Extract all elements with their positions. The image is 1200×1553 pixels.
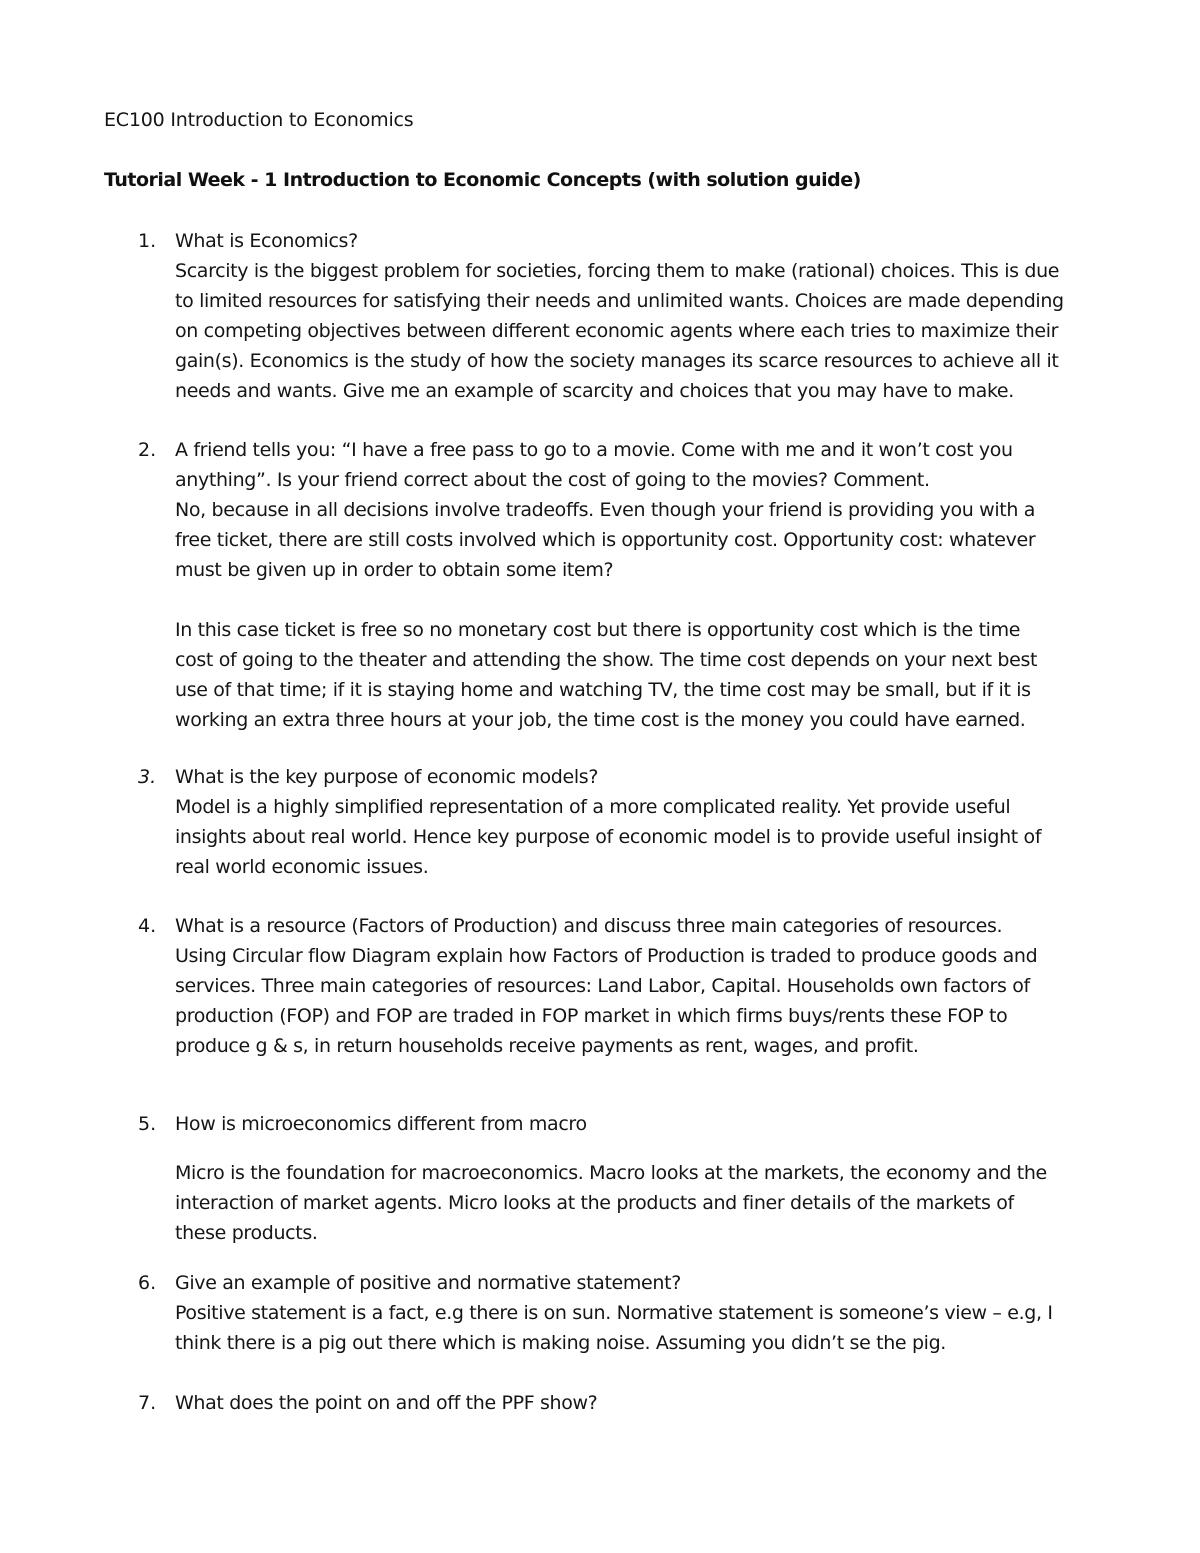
answer-line: on competing objectives between different economic agents where each tries to maximize their xyxy=(175,320,1059,342)
answer-line: these products. xyxy=(175,1222,318,1244)
item-body xyxy=(175,1109,1100,1248)
item-number: 5. xyxy=(138,1113,157,1135)
item-number: 6. xyxy=(138,1272,157,1294)
item-number: 2. xyxy=(138,439,157,461)
question-text: What does the point on and off the PPF show? xyxy=(175,1392,598,1414)
answer-line: produce g & s, in return households receive payments as rent, wages, and profit. xyxy=(175,1035,919,1057)
answer-line: interaction of market agents. Micro looks at the products and finer details of the markets of xyxy=(175,1192,1014,1214)
answer-line: production (FOP) and FOP are traded in FOP market in which firms buys/rents these FOP to xyxy=(175,1005,1008,1027)
answer-line: No, because in all decisions involve tradeoffs. Even though your friend is providing you with a xyxy=(175,499,1036,521)
item-body xyxy=(175,435,1100,735)
answer-line: working an extra three hours at your job, the time cost is the money you could have earned. xyxy=(175,709,1026,731)
answer-line: needs and wants. Give me an example of scarcity and choices that you may have to make. xyxy=(175,380,1014,402)
answer-line: gain(s). Economics is the study of how the society manages its scarce resources to achieve all it xyxy=(175,350,1059,372)
question-text: Give an example of positive and normative statement? xyxy=(175,1272,681,1294)
course-heading: EC100 Introduction to Economics xyxy=(104,109,414,131)
question-text: What is Economics? xyxy=(175,230,358,252)
paragraph-gap xyxy=(175,1139,1100,1158)
answer-line: use of that time; if it is staying home and watching TV, the time cost may be small, but if it is xyxy=(175,679,1031,701)
paragraph-gap xyxy=(175,585,1100,615)
answer-line: real world economic issues. xyxy=(175,856,429,878)
answer-line: In this case ticket is free so no monetary cost but there is opportunity cost which is the time xyxy=(175,619,1021,641)
answer-line: insights about real world. Hence key purpose of economic model is to provide useful insight of xyxy=(175,826,1042,848)
answer-line: Positive statement is a fact, e.g there is on sun. Normative statement is someone’s view – e.g, I xyxy=(175,1302,1053,1324)
answer-line: think there is a pig out there which is making noise. Assuming you didn’t se the pig. xyxy=(175,1332,946,1354)
item-number: 7. xyxy=(138,1392,157,1414)
answer-line: free ticket, there are still costs involved which is opportunity cost. Opportunity cost: whatever xyxy=(175,529,1036,551)
item-body xyxy=(175,762,1100,882)
item-number: 4. xyxy=(138,915,157,937)
question-line: anything”. Is your friend correct about the cost of going to the movies? Comment. xyxy=(175,469,930,491)
tutorial-title: Tutorial Week - 1 Introduction to Economic Concepts (with solution guide) xyxy=(104,169,861,191)
item-body xyxy=(175,1268,1100,1358)
item-body xyxy=(175,1388,1100,1418)
question-text: How is microeconomics different from macro xyxy=(175,1113,587,1135)
answer-line: Micro is the foundation for macroeconomics. Macro looks at the markets, the economy and the xyxy=(175,1162,1047,1184)
item-body xyxy=(175,226,1100,406)
answer-line: Model is a highly simplified representation of a more complicated reality. Yet provide useful xyxy=(175,796,1011,818)
item-number: 3. xyxy=(138,766,157,788)
answer-line: Using Circular flow Diagram explain how Factors of Production is traded to produce goods and xyxy=(175,945,1038,967)
answer-line: services. Three main categories of resources: Land Labor, Capital. Households own factors of xyxy=(175,975,1030,997)
answer-line: to limited resources for satisfying their needs and unlimited wants. Choices are made depending xyxy=(175,290,1064,312)
answer-line: must be given up in order to obtain some item? xyxy=(175,559,614,581)
item-body xyxy=(175,911,1100,1061)
question-text: What is a resource (Factors of Production) and discuss three main categories of resources. xyxy=(175,915,1003,937)
question-line: A friend tells you: “I have a free pass to go to a movie. Come with me and it won’t cost you xyxy=(175,439,1013,461)
item-number: 1. xyxy=(138,230,157,252)
answer-line: cost of going to the theater and attending the show. The time cost depends on your next best xyxy=(175,649,1038,671)
question-text: What is the key purpose of economic models? xyxy=(175,766,599,788)
answer-line: Scarcity is the biggest problem for societies, forcing them to make (rational) choices. This is due xyxy=(175,260,1060,282)
